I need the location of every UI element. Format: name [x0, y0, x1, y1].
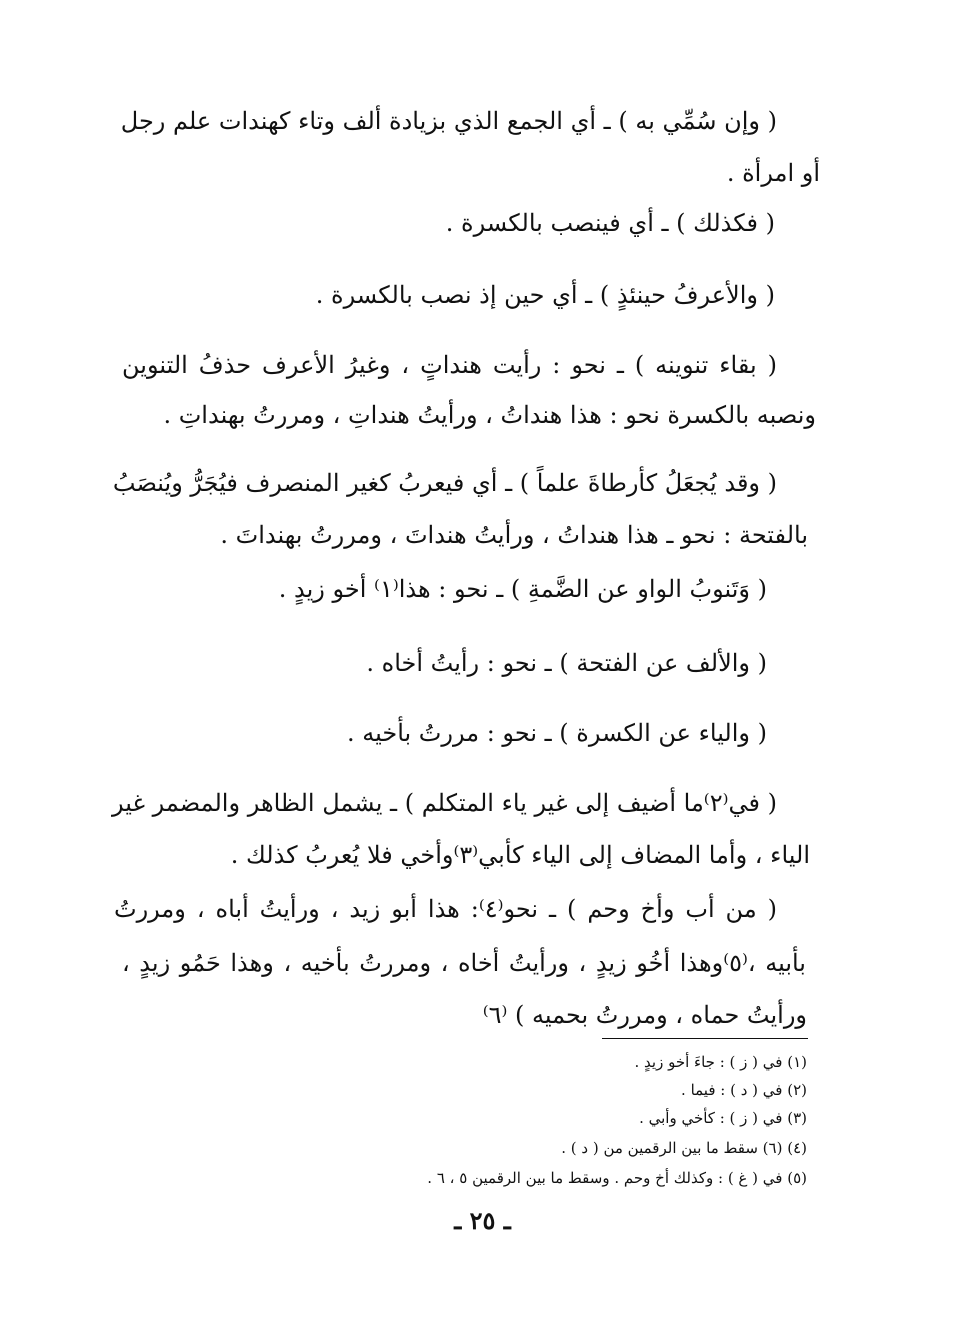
text-line: ورأيتُ حماه ، ومررتُ بحميه ) ⁽٦⁾: [482, 1001, 807, 1029]
text-line: أو امرأة .: [726, 159, 820, 187]
text-line: ونصبه بالكسرة نحو : هذا هنداتُ ، ورأيتُ هنداتِ ، ومررتُ بهنداتِ .: [163, 401, 816, 429]
footnote: (٣) في ( ز ) : كأخي وأبي .: [639, 1109, 807, 1127]
footnote: (٥) في ( غ ) : وكذلك أخ وحم . وسقط ما بين الرقمين ٥ ، ٦ .: [427, 1169, 807, 1187]
text-line: ( فكذلك ) ـ أي فينصب بالكسرة .: [445, 209, 775, 237]
text-line: ( وإن سُمِّي به ) ـ أي الجمع الذي بزيادة ألف وتاء كهندات علم رجل: [120, 107, 777, 135]
text-line: ( من أب وأخ وحم ) ـ نحو⁽٤⁾: هذا أبو زيد ، ورأيتُ أباه ، ومررتُ: [114, 895, 777, 923]
text-line: ( بقاء تنوينه ) ـ نحو : رأيت هنداتٍ ، وغيرُ الأعرف حذفُ التنوين: [122, 351, 777, 379]
text-line: ( والأعرفُ حينئذٍ ) ـ أي حين إذ نصب بالكسرة .: [315, 281, 775, 309]
footnote: (١) في ( ز ) : جاءَ أخو زيدٍ .: [634, 1053, 807, 1071]
text-line: ( وَتَنوبُ الواو عن الضَّمةِ ) ـ نحو : هذا⁽١⁾ أخو زيدٍ .: [278, 575, 767, 603]
text-line: ( والياء عن الكسرة ) ـ نحو : مررتُ بأخيه .: [346, 719, 767, 747]
footnote: (٤) (٦) سقط ما بين الرقمين من ( د ) .: [561, 1139, 807, 1157]
text-line: ( في⁽٢⁾ما أضيف إلى غير ياء المتكلم ) ـ يشمل الظاهر والمضمر غير: [112, 789, 777, 817]
footnote: (٢) في ( د ) : فيما .: [681, 1081, 807, 1099]
footnote-separator: [602, 1038, 808, 1039]
text-line: الياء ، وأما المضاف إلى الياء كأبي⁽٣⁾وأخي فلا يُعربُ كذلك .: [230, 841, 810, 869]
text-line: ( وقد يُجعَلُ كأرطاةَ علماً ) ـ أي فيعربُ كغير المنصرف فيُجَرُّ ويُنصَبُ: [112, 469, 777, 497]
page-number: ـ ٢٥ ـ: [454, 1206, 511, 1235]
text-line: بأبيه ،⁽٥⁾وهذا أخُو زيدٍ ، ورأيتُ أخاه ، ومررتُ بأخيه ، وهذا حَمُو زيدٍ ،: [122, 949, 806, 977]
text-line: ( والألف عن الفتحة ) ـ نحو : رأيتُ أخاه .: [366, 649, 767, 677]
text-line: بالفتحة : نحو ـ هذا هنداتُ ، ورأيتُ هنداتَ ، ومررتُ بهنداتَ .: [220, 521, 808, 549]
